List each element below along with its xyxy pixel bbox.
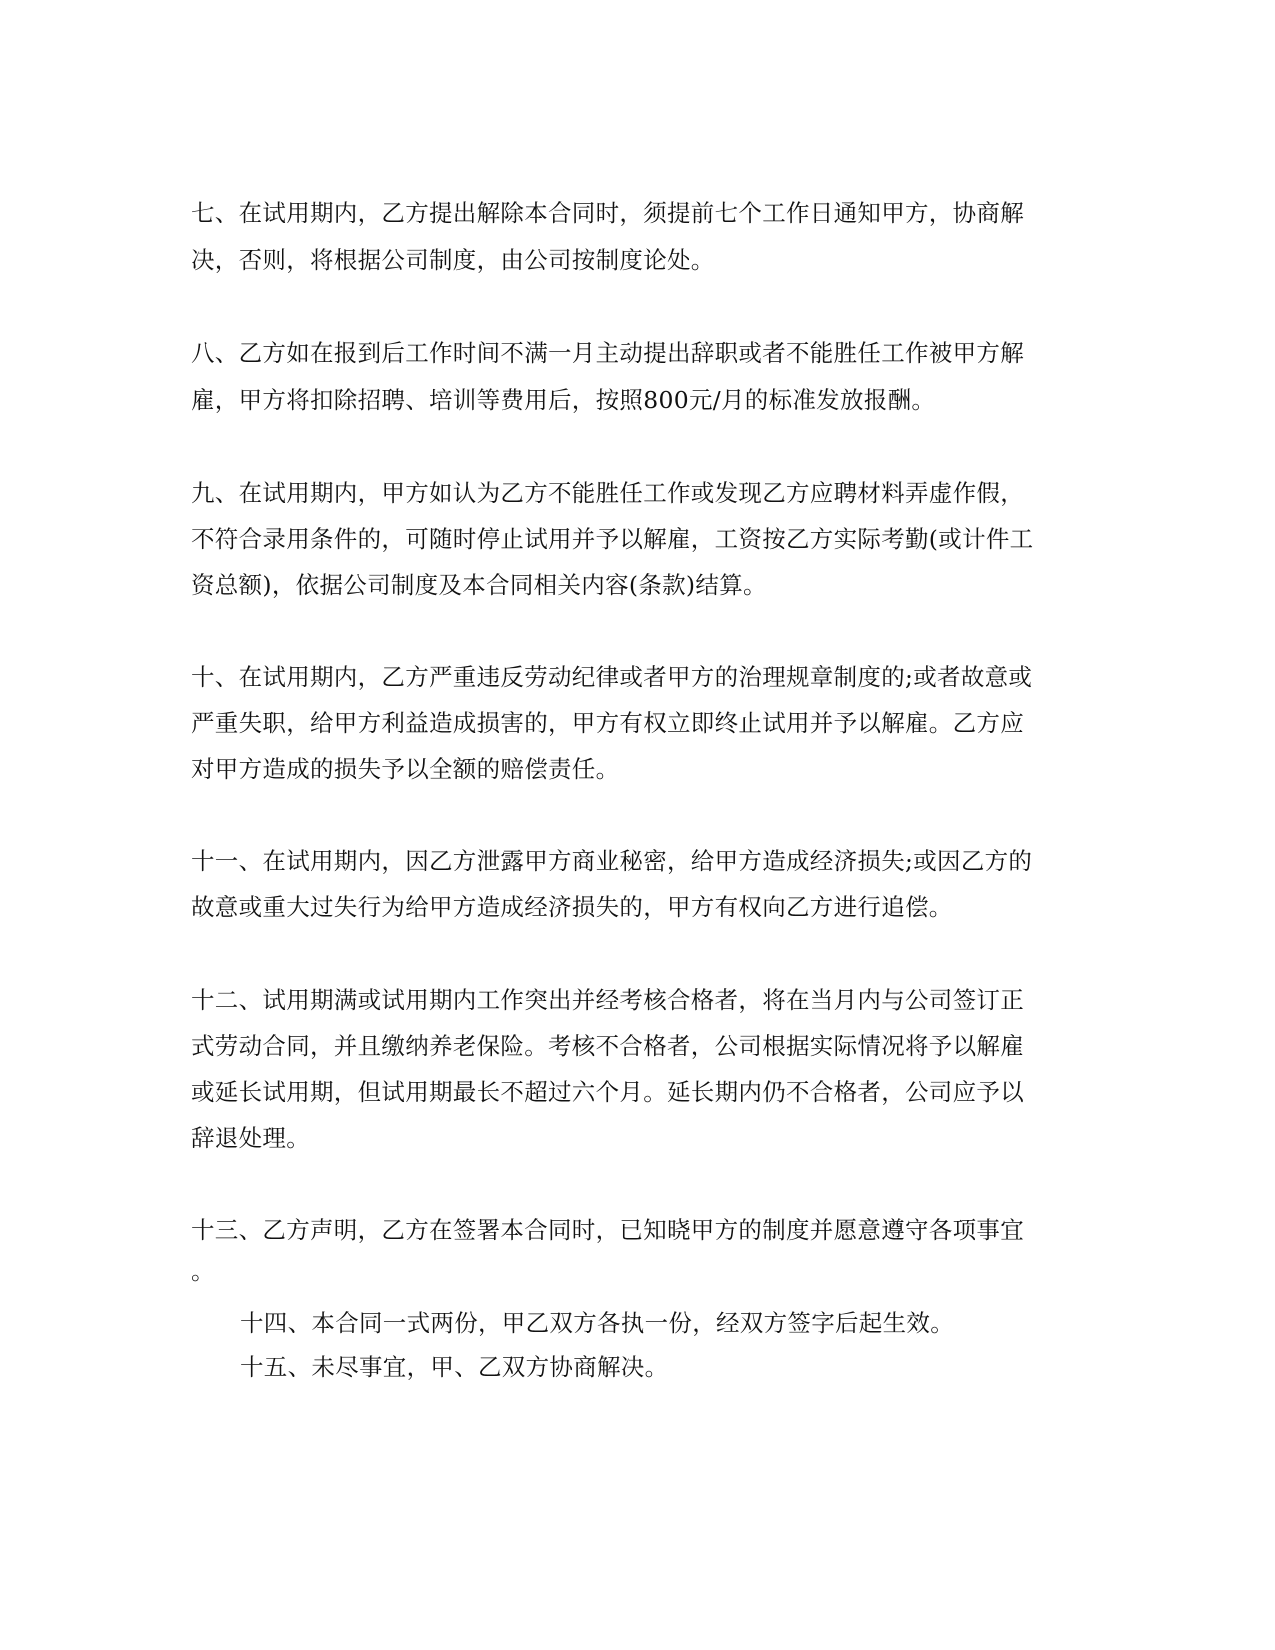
clause-15-line-1: 十五、未尽事宜，甲、乙双方协商解决。 (240, 1353, 669, 1381)
clause-7-line-2: 决，否则，将根据公司制度，由公司按制度论处。 (191, 246, 715, 274)
clause-8-line-2: 雇，甲方将扣除招聘、培训等费用后，按照800元/月的标准发放报酬。 (191, 386, 936, 414)
clause-10-line-1: 十、在试用期内，乙方严重违反劳动纪律或者甲方的治理规章制度的;或者故意或 (191, 663, 1033, 691)
clause-10-line-2: 严重失职，给甲方利益造成损害的，甲方有权立即终止试用并予以解雇。乙方应 (191, 709, 1024, 737)
clause-12-line-1: 十二、试用期满或试用期内工作突出并经考核合格者，将在当月内与公司签订正 (191, 986, 1024, 1014)
clause-13-line-1: 十三、乙方声明，乙方在签署本合同时，已知晓甲方的制度并愿意遵守各项事宜 (191, 1216, 1024, 1244)
clause-7-line-1: 七、在试用期内，乙方提出解除本合同时，须提前七个工作日通知甲方，协商解 (191, 199, 1024, 227)
clause-13-line-2: 。 (191, 1257, 215, 1285)
clause-11-line-1: 十一、在试用期内，因乙方泄露甲方商业秘密，给甲方造成经济损失;或因乙方的 (191, 847, 1033, 875)
clause-12-line-3: 或延长试用期，但试用期最长不超过六个月。延长期内仍不合格者，公司应予以 (191, 1078, 1024, 1106)
clause-12-line-2: 式劳动合同，并且缴纳养老保险。考核不合格者，公司根据实际情况将予以解雇 (191, 1032, 1024, 1060)
clause-9-line-2: 不符合录用条件的，可随时停止试用并予以解雇，工资按乙方实际考勤(或计件工 (191, 525, 1034, 553)
clause-11-line-2: 故意或重大过失行为给甲方造成经济损失的，甲方有权向乙方进行追偿。 (191, 893, 953, 921)
clause-9-line-3: 资总额)，依据公司制度及本合同相关内容(条款)结算。 (191, 571, 767, 599)
clause-12-line-4: 辞退处理。 (191, 1124, 310, 1152)
clause-9-line-1: 九、在试用期内，甲方如认为乙方不能胜任工作或发现乙方应聘材料弄虚作假， (191, 479, 1024, 507)
clause-14-line-1: 十四、本合同一式两份，甲乙双方各执一份，经双方签字后起生效。 (240, 1309, 954, 1337)
clause-10-line-3: 对甲方造成的损失予以全额的赔偿责任。 (191, 755, 620, 783)
clause-8-line-1: 八、乙方如在报到后工作时间不满一月主动提出辞职或者不能胜任工作被甲方解 (191, 339, 1024, 367)
